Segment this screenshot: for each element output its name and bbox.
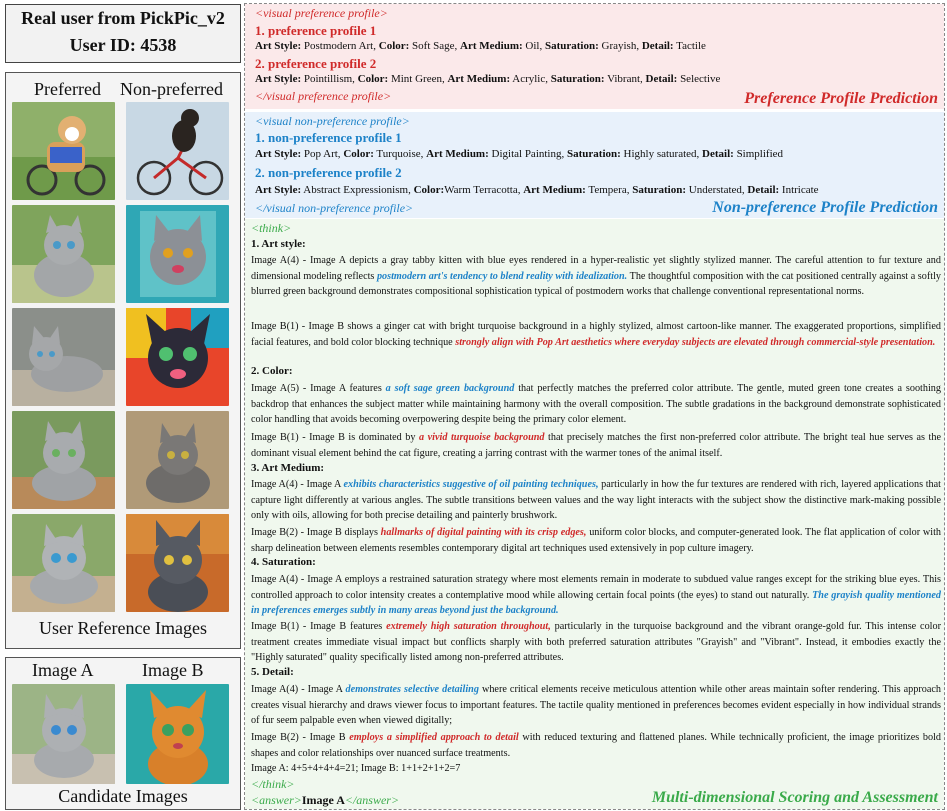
user-info-box (5, 4, 241, 63)
nonpref-open-tag: <visual non-preference profile> (255, 114, 410, 128)
section-saturation: 4. Saturation: (251, 556, 316, 568)
art-style-image-b: Image B(1) - Image B shows a ginger cat with bright turquoise background in a highly stylized, almost cartoon-like manner. The exaggerated proportions, simplified facial features, and bold color blocking technique strongly align with Pop Art aesthetics where everyday subjects are elevated through commercial-style presentation. (251, 321, 941, 348)
image-a-label: Image A (32, 660, 94, 680)
nonpref-profile-1-title: 1. non-preference profile 1 (255, 130, 402, 145)
preference-profile-section (245, 4, 944, 109)
saturation-image-a: Image A(4) - Image A employs a restrained saturation strategy where most elements remain in moderate to subdued value ranges except for the striking blue eyes. This controlled approach to color intensity creates a contemplative mood while allowing certain focal points (the eyes) to stand out naturally. The grayish quality mentioned in preferences emerges subtly in many areas beyond just the background. (251, 574, 941, 617)
preferred-image-4 (12, 411, 115, 509)
pref-close-tag: </visual preference profile> (255, 89, 392, 103)
art-medium-image-a: Image A(4) - Image A exhibits characteristics suggestive of oil painting techniques, particularly in how the fur textures are rendered with rich, layered applications that capture light differently at various angles. The subtle transitions between values and the way light interacts with the subject show the distinctive mark-making possible only with oils, allowing for both precise detailing and painterly brushwork. (251, 479, 941, 522)
section-color: 2. Color: (251, 365, 293, 377)
nonpref-profile-2-attrs: Art Style: Abstract Expressionism, Color:Warm Terracotta, Art Medium: Tempera, Saturation: Understated, Detail: Intricate (255, 184, 819, 196)
color-image-a: Image A(5) - Image A features a soft sage green background that perfectly matches the preferred color attribute. The gentle, muted green tone creates a soothing backdrop that enhances the subject matter while maintaining harmony with the overall composition. The subtle gradations in the background demonstrate sophisticated color handling that avoids becoming overpowering despite being the primary color element. (251, 383, 941, 426)
section-art-medium: 3. Art Medium: (251, 462, 325, 474)
nonpreferred-image-3 (126, 308, 229, 406)
think-open-tag: <think> (251, 221, 292, 235)
think-section (245, 219, 944, 809)
pref-open-tag: <visual preference profile> (255, 6, 388, 20)
answer-line: <answer>Image A</answer> (251, 793, 400, 807)
preferred-image-5 (12, 514, 115, 612)
pref-profile-1-title: 1. preference profile 1 (255, 23, 377, 38)
preferred-image-3 (12, 308, 115, 406)
detail-image-b: Image B(2) - Image B employs a simplified approach to detail with reduced texturing and flattened planes. While technically proficient, the image prioritizes bold shapes and color relationships over nuanced surface treatments. (251, 732, 941, 759)
art-medium-image-b: Image B(2) - Image B displays hallmarks of digital painting with its crisp edges, uniform color blocks, and computer-generated look. The flat application of color with sharp delineation between elements resembles contemporary digital art techniques used extensively in pop culture imagery. (251, 527, 941, 554)
section-detail: 5. Detail: (251, 666, 294, 678)
nonpreferred-label: Non-preferred (120, 79, 223, 99)
candidate-image-a (12, 684, 115, 784)
user-title: Real user from PickPic_v2 (21, 8, 225, 28)
preferred-image-1 (12, 102, 115, 200)
think-close-tag: </think> (251, 777, 295, 791)
image-b-label: Image B (142, 660, 204, 680)
reasoning-panel (244, 3, 945, 810)
nonpreferred-image-1 (126, 102, 229, 200)
nonpreferred-image-4 (126, 411, 229, 509)
art-style-image-a: Image A(4) - Image A depicts a gray tabby kitten with blue eyes rendered in a hyper-realistic yet slightly stylized manner. The careful attention to fur texture and dimensional modeling reflects postmodern art's tendency to blend reality with idealization. The thoughtful composition with the cat positioned centrally against a softly blurred green background demonstrates compositional sophistication typical of postmodern works that challenge conventional representational norms. (251, 255, 941, 298)
candidate-image-b (126, 684, 229, 784)
section-art-style: 1. Art style: (251, 238, 306, 250)
reference-images-label: User Reference Images (39, 618, 207, 638)
pref-profile-1-attrs: Art Style: Postmodern Art, Color: Soft Sage, Art Medium: Oil, Saturation: Grayish, Detail: Tactile (255, 40, 706, 52)
nonpreference-profile-section (245, 112, 944, 218)
candidate-images-label: Candidate Images (58, 786, 188, 806)
score-summary: Image A: 4+5+4+4+4=21; Image B: 1+1+2+1+2=7 (251, 763, 461, 774)
pref-caption: Preference Profile Prediction (744, 90, 938, 107)
nonpref-caption: Non-preference Profile Prediction (712, 199, 938, 216)
nonpref-profile-1-attrs: Art Style: Pop Art, Color: Turquoise, Art Medium: Digital Painting, Saturation: Highly saturated, Detail: Simplified (255, 148, 784, 160)
nonpreferred-image-5 (126, 514, 229, 612)
user-id: User ID: 4538 (69, 35, 177, 55)
think-caption: Multi-dimensional Scoring and Assessment (651, 789, 938, 806)
candidate-images-panel (5, 657, 241, 810)
color-image-b: Image B(1) - Image B is dominated by a vivid turquoise background that precisely matches the first non-preferred color attribute. The bright teal hue serves as the dominant visual element behind the cat figure, creating a jarring contrast with the warmer tones of the animal itself. (251, 432, 941, 459)
pref-profile-2-attrs: Art Style: Pointillism, Color: Mint Green, Art Medium: Acrylic, Saturation: Vibrant, Detail: Selective (255, 73, 721, 85)
reference-images-panel (5, 72, 241, 649)
nonpreferred-image-2 (126, 205, 229, 303)
saturation-image-b: Image B(1) - Image B features extremely high saturation throughout, particularly in the turquoise background and the vibrant orange-gold fur. This intense color treatment creates immediate visual impact but conflicts sharply with both preferred saturation attributes "Grayish" and "Vibrant". Instead, it embodies exactly the "Highly saturated" quality specifically listed among non-preferred attributes. (251, 621, 941, 664)
preferred-label: Preferred (34, 79, 101, 99)
nonpref-close-tag: </visual non-preference profile> (255, 201, 414, 215)
detail-image-a: Image A(4) - Image A demonstrates selective detailing where critical elements receive meticulous attention while other areas maintain softer rendering. This approach creates visual hierarchy and draws viewer focus to important features. The tactile quality mentioned in preferences becomes evident especially in how individual strands of fur seem palpable even when viewed digitally; (251, 684, 941, 727)
preferred-image-2 (12, 205, 115, 303)
nonpref-profile-2-title: 2. non-preference profile 2 (255, 165, 402, 180)
pref-profile-2-title: 2. preference profile 2 (255, 56, 377, 71)
